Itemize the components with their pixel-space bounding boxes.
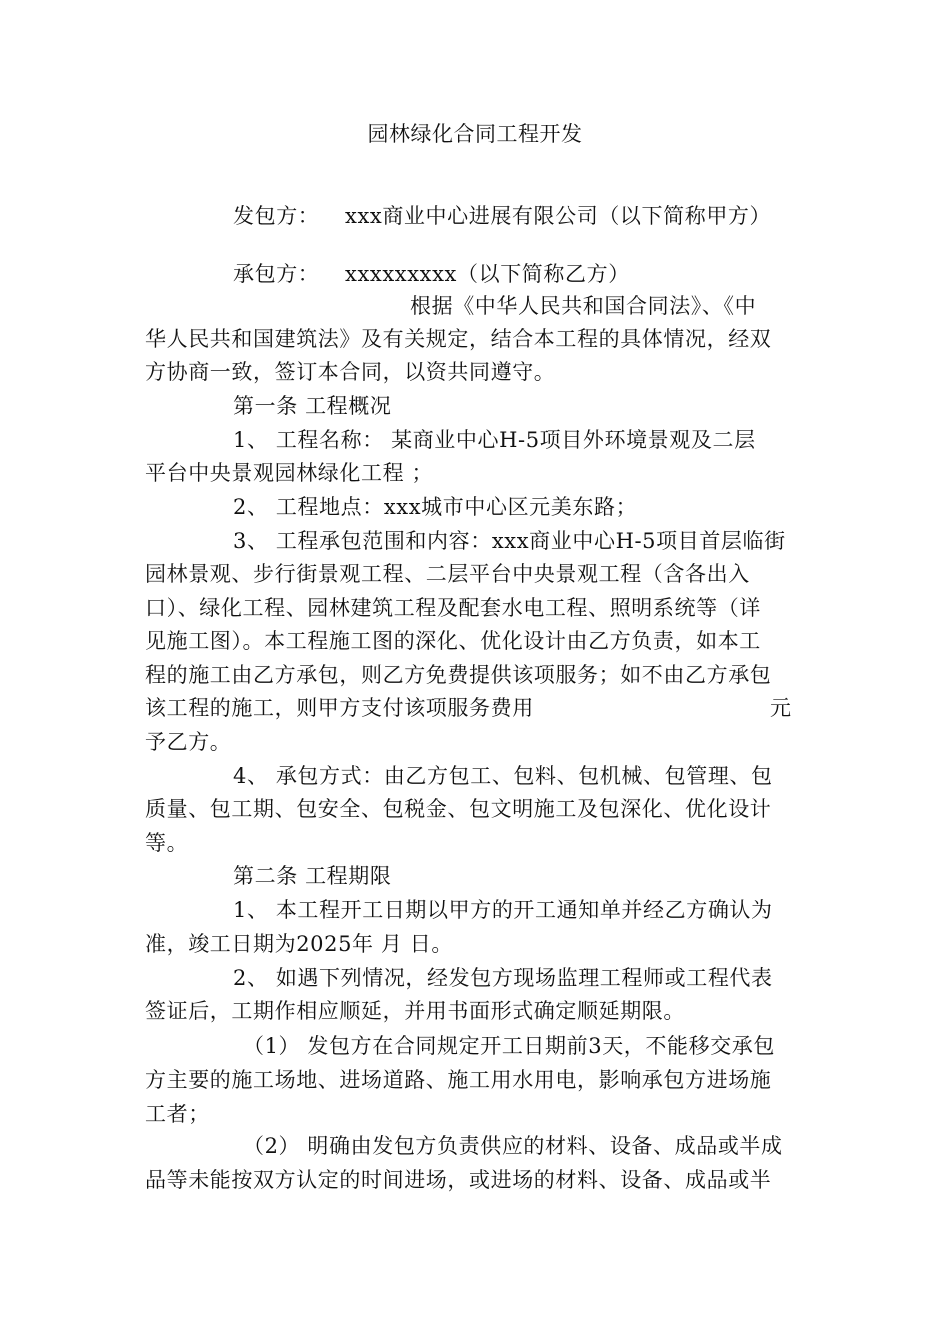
body-line: 2、 如遇下列情况，经发包方现场监理工程师或工程代表 (233, 966, 773, 990)
body-line: 品等未能按双方认定的时间进场，或进场的材料、设备、成品或半 (145, 1168, 772, 1192)
party-a-line (233, 200, 893, 232)
body-line: 3、 工程承包范围和内容：xxx商业中心H-5项目首层临街 (233, 529, 786, 553)
body-line: 方协商一致，签订本合同，以资共同遵守。 (145, 360, 556, 384)
body-line: 4、 承包方式：由乙方包工、包料、包机械、包管理、包 (233, 764, 773, 788)
body-line: （1） 发包方在合同规定开工日期前3天，不能移交承包 (243, 1034, 775, 1058)
party-b-value: xxxxxxxxx（以下简称乙方） (345, 262, 630, 286)
section-heading: 第二条 工程期限 (233, 864, 392, 888)
body-line: 1、 本工程开工日期以甲方的开工通知单并经乙方确认为 (233, 898, 773, 922)
party-a-value: xxx商业中心进展有限公司（以下简称甲方） (345, 204, 772, 228)
body-line: （2） 明确由发包方负责供应的材料、设备、成品或半成 (243, 1134, 783, 1158)
party-a-label: 发包方： (233, 204, 320, 228)
document-title: 园林绿化合同工程开发 (367, 122, 583, 146)
body-line: 该工程的施工，则甲方支付该项服务费用 (145, 696, 534, 720)
body-line: 程的施工由乙方承包，则乙方免费提供该项服务；如不由乙方承包 (145, 663, 772, 687)
body-line: 工者； (145, 1102, 210, 1126)
body-line: 等。 (145, 831, 189, 855)
body-line: 方主要的施工场地、进场道路、施工用水用电，影响承包方进场施 (145, 1068, 772, 1092)
section-heading: 第一条 工程概况 (233, 394, 392, 418)
body-line: 根据《中华人民共和国合同法》、《中 (410, 294, 757, 318)
body-line: 2、 工程地点：xxx城市中心区元美东路； (233, 495, 638, 519)
body-line: 1、 工程名称： 某商业中心H-5项目外环境景观及二层 (233, 428, 756, 452)
body-line: 平台中央景观园林绿化工程 ； (145, 461, 434, 485)
party-b-label: 承包方： (233, 262, 320, 286)
body-line: 元 (770, 696, 792, 720)
body-line: 见施工图）。本工程施工图的深化、优化设计由乙方负责，如本工 (145, 629, 761, 653)
body-line: 园林景观、步行街景观工程、二层平台中央景观工程（含各出入 (145, 562, 750, 586)
body-line: 予乙方。 (145, 730, 232, 754)
body-line: 签证后，工期作相应顺延，并用书面形式确定顺延期限。 (145, 999, 685, 1023)
body-line: 华人民共和国建筑法》及有关规定，结合本工程的具体情况，经双 (145, 327, 772, 351)
body-line: 准，竣工日期为2025年 月 日。 (145, 932, 453, 956)
body-line: 口）、绿化工程、园林建筑工程及配套水电工程、照明系统等（详 (145, 596, 761, 620)
party-b-line (233, 258, 893, 290)
body-line: 质量、包工期、包安全、包税金、包文明施工及包深化、优化设计 (145, 797, 772, 821)
